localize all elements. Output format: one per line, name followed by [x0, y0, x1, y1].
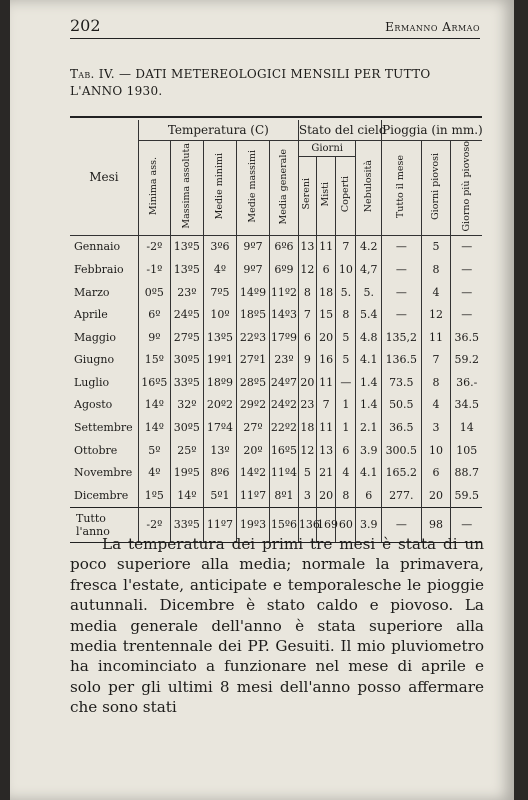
table-row	[70, 258, 482, 281]
cell-mmin: 20º2	[203, 394, 236, 417]
header-massima-ass: Massima assoluta	[180, 143, 192, 230]
cell-mis: 13	[317, 439, 336, 462]
table-row	[70, 303, 482, 326]
cell-min: 0º5	[138, 281, 170, 304]
month-name: Marzo	[70, 281, 138, 304]
cell-mis: 18	[317, 281, 336, 304]
cell-min: 6º	[138, 303, 170, 326]
cell-mmin: 17º4	[203, 416, 236, 439]
cell-mmax: 27º	[236, 416, 269, 439]
cell-mis: 16	[317, 349, 336, 372]
cell-gpp: 88.7	[454, 466, 479, 480]
cell-ser: 23	[298, 394, 316, 417]
running-author: Ermanno Armao	[385, 20, 480, 34]
cell-gp: 20	[421, 484, 451, 507]
cell-neb: 4.2	[356, 235, 382, 258]
cell-tot: —	[382, 281, 421, 304]
cell-min: 9º	[138, 326, 170, 349]
cell-gpp: 59.2	[454, 353, 479, 367]
header-mesi: Mesi	[70, 120, 138, 235]
cell-max: 25º	[170, 439, 203, 462]
cell-cop: 1	[336, 394, 356, 417]
cell-gp: 4	[421, 394, 451, 417]
total-mmin: 11º7	[203, 507, 236, 542]
cell-tot: 136.5	[382, 349, 421, 372]
cell-med: 17º9	[270, 326, 299, 349]
cell-tot: 135,2	[382, 326, 421, 349]
cell-neb: 3.9	[356, 439, 382, 462]
cell-min: 15º	[138, 349, 170, 372]
cell-cop: 6	[336, 439, 356, 462]
cell-mmax: 14º2	[236, 461, 269, 484]
cell-mmin: 4º	[203, 258, 236, 281]
cell-cop: 5	[336, 349, 356, 372]
cell-cop: 5	[336, 326, 356, 349]
cell-med: 6º9	[270, 258, 299, 281]
body-text: La temperatura dei primi tre mesi è stata di un poco superiore alla media; normale la primavera, fresca l'estate, anticipate e temporalesche le pioggie autunnali. Dicembre è stato caldo e piovoso. La media generale dell'anno è stata superiore alla media trentennale dei PP. Gesuiti. Il mio pluviometro ha incominciato a funzionare nel mese di aprile e solo per gli ultimi 8 mesi dell'anno posso affermare che sono stati	[70, 535, 484, 717]
cell-mmax: 9º7	[236, 258, 269, 281]
table-row	[70, 281, 482, 304]
cell-mmin: 19º1	[203, 349, 236, 372]
cell-mmax: 11º7	[236, 484, 269, 507]
cell-neb: 4.8	[356, 326, 382, 349]
cell-min: -2º	[138, 235, 170, 258]
total-mis: 169	[317, 507, 336, 542]
total-med: 15º6	[270, 507, 299, 542]
cell-min: 14º	[138, 416, 170, 439]
cell-mis: 6	[317, 258, 336, 281]
weather-table	[70, 116, 482, 543]
cell-mis: 11	[317, 416, 336, 439]
cell-gp: 3	[421, 416, 451, 439]
header-medie-massimi: Medie massimi	[247, 149, 258, 223]
cell-cop: 10	[336, 258, 356, 281]
cell-ser: 18	[298, 416, 316, 439]
cell-mmin: 8º6	[203, 461, 236, 484]
cell-gpp: —	[461, 240, 473, 254]
cell-gp: 5	[421, 235, 451, 258]
cell-mmax: 18º5	[236, 303, 269, 326]
cell-gp: 4	[421, 281, 451, 304]
cell-cop: 8	[336, 303, 356, 326]
total-gpp: —	[451, 507, 482, 542]
cell-mis: 20	[317, 326, 336, 349]
cell-ser: 13	[298, 235, 316, 258]
cell-gpp: —	[461, 285, 473, 299]
cell-neb: 4.1	[356, 349, 382, 372]
total-max: 33º5	[170, 507, 203, 542]
cell-max: 14º	[170, 484, 203, 507]
cell-tot: 277.	[382, 484, 421, 507]
month-name: Giugno	[70, 349, 138, 372]
cell-mmin: 10º	[203, 303, 236, 326]
cell-mmin: 18º9	[203, 371, 236, 394]
cell-mmax: 20º	[236, 439, 269, 462]
cell-mis: 11	[317, 371, 336, 394]
header-giorni: Giorni	[298, 141, 356, 157]
cell-gpp: 14	[459, 421, 474, 435]
cell-mmax: 27º1	[236, 349, 269, 372]
month-name: Febbraio	[70, 258, 138, 281]
cell-mis: 15	[317, 303, 336, 326]
table-row	[70, 349, 482, 372]
cell-tot: 165.2	[382, 461, 421, 484]
cell-min: 16º5	[138, 371, 170, 394]
cell-tot: —	[382, 258, 421, 281]
cell-cop: 1	[336, 416, 356, 439]
total-mmax: 19º3	[236, 507, 269, 542]
cell-med: 8º1	[270, 484, 299, 507]
cell-mis: 7	[317, 394, 336, 417]
cell-gp: 10	[421, 439, 451, 462]
cell-med: 24º2	[270, 394, 299, 417]
cell-cop: 5.	[336, 281, 356, 304]
table-row	[70, 394, 482, 417]
header-medie-minimi: Medie minimi	[213, 153, 225, 220]
cell-tot: 300.5	[382, 439, 421, 462]
cell-neb: 5.4	[356, 303, 382, 326]
cell-gp: 8	[421, 258, 451, 281]
header-giorni-piovosi: Giorni piovosi	[430, 152, 441, 220]
total-ser: 136	[298, 507, 316, 542]
cell-mmax: 29º2	[236, 394, 269, 417]
cell-max: 13º5	[170, 258, 203, 281]
cell-ser: 12	[298, 439, 316, 462]
cell-gp: 8	[421, 371, 451, 394]
cell-min: 14º	[138, 394, 170, 417]
cell-ser: 9	[298, 349, 316, 372]
cell-tot: —	[382, 235, 421, 258]
header-sereni: Sereni	[301, 178, 313, 210]
cell-gpp: 59.5	[454, 488, 479, 502]
running-header	[70, 14, 480, 39]
cell-neb: 1.4	[356, 394, 382, 417]
table-label: Tab. IV.	[70, 67, 115, 81]
cell-cop: 8	[336, 484, 356, 507]
header-pioggia: Pioggia (in mm.)	[382, 120, 482, 141]
cell-med: 14º3	[270, 303, 299, 326]
cell-gpp: —	[461, 262, 473, 276]
cell-mmin: 13º5	[203, 326, 236, 349]
cell-neb: 4,7	[356, 258, 382, 281]
cell-ser: 7	[298, 303, 316, 326]
cell-max: 32º	[170, 394, 203, 417]
header-nebulosita: Nebulosità	[362, 160, 374, 213]
cell-mis: 21	[317, 461, 336, 484]
cell-min: -1º	[138, 258, 170, 281]
month-name: Maggio	[70, 326, 138, 349]
header-coperti: Coperti	[339, 176, 351, 213]
cell-min: 4º	[138, 461, 170, 484]
total-neb: 3.9	[356, 507, 382, 542]
cell-neb: 1.4	[356, 371, 382, 394]
cell-med: 6º6	[270, 235, 299, 258]
cell-ser: 12	[298, 258, 316, 281]
cell-gp: 11	[421, 326, 451, 349]
cell-med: 11º4	[270, 461, 299, 484]
table-row	[70, 484, 482, 507]
cell-tot: 50.5	[382, 394, 421, 417]
table-row	[70, 461, 482, 484]
header-media-generale: Media generale	[277, 148, 289, 224]
cell-med: 11º2	[270, 281, 299, 304]
cell-max: 30º5	[170, 349, 203, 372]
cell-gpp: 105	[456, 443, 478, 457]
cell-max: 33º5	[170, 371, 203, 394]
cell-tot: 73.5	[382, 371, 421, 394]
cell-tot: 36.5	[382, 416, 421, 439]
cell-ser: 6	[298, 326, 316, 349]
cell-max: 30º5	[170, 416, 203, 439]
month-name: Novembre	[70, 461, 138, 484]
cell-mmax: 9º7	[236, 235, 269, 258]
cell-mmin: 13º	[203, 439, 236, 462]
month-name: Aprile	[70, 303, 138, 326]
cell-max: 27º5	[170, 326, 203, 349]
table-row	[70, 439, 482, 462]
cell-gpp: —	[461, 308, 473, 322]
header-stato-cielo: Stato del cielo	[298, 120, 381, 141]
cell-mmin: 5º1	[203, 484, 236, 507]
cell-gp: 7	[421, 349, 451, 372]
total-label: Tutto l'anno	[70, 507, 138, 542]
cell-ser: 8	[298, 281, 316, 304]
month-name: Ottobre	[70, 439, 138, 462]
cell-max: 19º5	[170, 461, 203, 484]
cell-min: 5º	[138, 439, 170, 462]
cell-gp: 6	[421, 461, 451, 484]
page-number: 202	[70, 16, 101, 35]
cell-ser: 3	[298, 484, 316, 507]
cell-mmax: 28º5	[236, 371, 269, 394]
cell-med: 22º2	[270, 416, 299, 439]
header-minima-ass: Minima ass.	[148, 157, 160, 216]
cell-max: 24º5	[170, 303, 203, 326]
header-tutto-mese: Tutto il mese	[395, 154, 407, 218]
table-row	[70, 326, 482, 349]
cell-neb: 5.	[356, 281, 382, 304]
cell-gp: 12	[421, 303, 451, 326]
body-paragraph	[70, 534, 484, 718]
cell-med: 16º5	[270, 439, 299, 462]
cell-gpp: 34.5	[454, 398, 479, 412]
cell-cop: 4	[336, 461, 356, 484]
cell-max: 23º	[170, 281, 203, 304]
cell-cop: —	[336, 371, 356, 394]
total-gp: 98	[421, 507, 451, 542]
table-row	[70, 235, 482, 258]
total-cop: 60	[336, 507, 356, 542]
cell-max: 13º5	[170, 235, 203, 258]
book-page	[10, 0, 514, 800]
header-temperatura: Temperatura (C)	[138, 120, 298, 141]
month-name: Agosto	[70, 394, 138, 417]
total-min: -2º	[138, 507, 170, 542]
cell-gpp: 36.5	[454, 330, 479, 344]
month-name: Luglio	[70, 371, 138, 394]
cell-neb: 6	[356, 484, 382, 507]
cell-mmin: 7º5	[203, 281, 236, 304]
cell-min: 1º5	[138, 484, 170, 507]
cell-ser: 20	[298, 371, 316, 394]
month-name: Settembre	[70, 416, 138, 439]
cell-mmin: 3º6	[203, 235, 236, 258]
month-name: Gennaio	[70, 235, 138, 258]
cell-mis: 11	[317, 235, 336, 258]
cell-tot: —	[382, 303, 421, 326]
header-giorno-piu-piovoso: Giorno più piovoso	[460, 141, 472, 232]
cell-neb: 2.1	[356, 416, 382, 439]
cell-mmax: 14º9	[236, 281, 269, 304]
cell-med: 23º	[270, 349, 299, 372]
table-caption	[70, 66, 482, 100]
cell-cop: 7	[336, 235, 356, 258]
table-row	[70, 416, 482, 439]
table-title: — DATI METEREOLOGICI MENSILI PER TUTTO L'ANNO 1930.	[70, 67, 431, 98]
total-tot: —	[382, 507, 421, 542]
cell-gpp: 36.-	[456, 375, 478, 389]
month-name: Dicembre	[70, 484, 138, 507]
cell-ser: 5	[298, 461, 316, 484]
cell-med: 24º7	[270, 371, 299, 394]
header-misti: Misti	[320, 181, 332, 207]
cell-mmax: 22º3	[236, 326, 269, 349]
table-row	[70, 371, 482, 394]
cell-neb: 4.1	[356, 461, 382, 484]
cell-mis: 20	[317, 484, 336, 507]
